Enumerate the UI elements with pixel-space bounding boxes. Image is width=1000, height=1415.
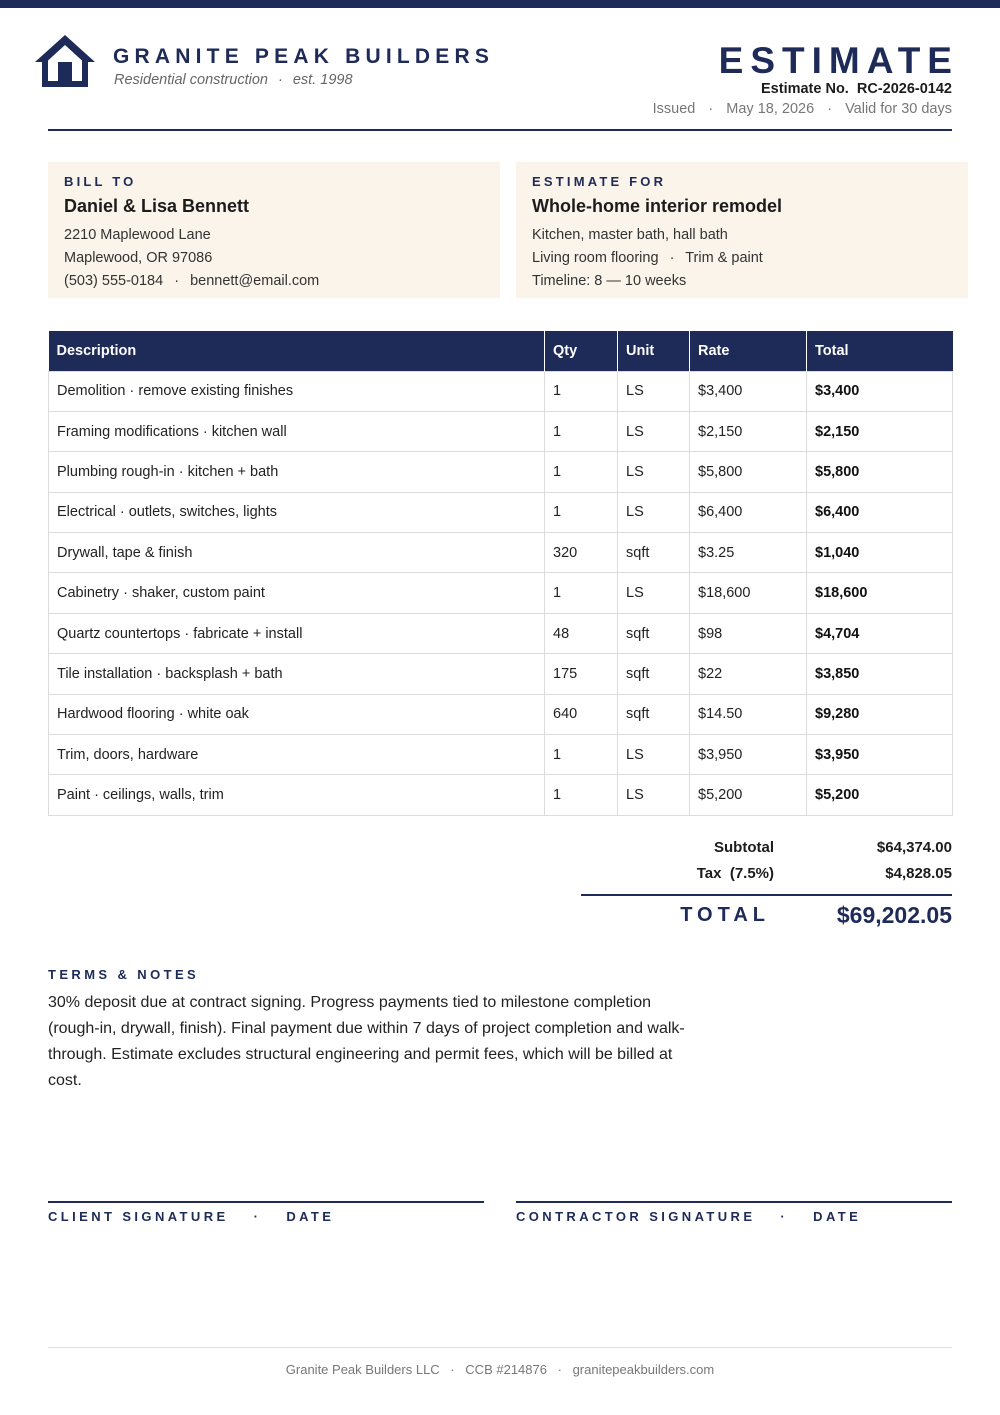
cell-qty: 1 [545,492,618,532]
cell-total: $5,200 [807,775,953,815]
cell-description: Paint · ceilings, walls, trim [49,775,545,815]
cell-unit: sqft [618,613,690,653]
cell-unit: LS [618,452,690,492]
footer-divider [48,1347,952,1348]
cell-qty: 1 [545,775,618,815]
cell-description: Hardwood flooring · white oak [49,694,545,734]
contractor-signature-text: CONTRACTOR SIGNATURE [516,1209,756,1224]
separator-dot: · [780,1209,789,1224]
client-phone: (503) 555-0184 [64,273,164,289]
grand-total-label: TOTAL [680,904,770,926]
client-address-line2: Maplewood, OR 97086 [64,250,213,266]
cell-total: $6,400 [807,492,953,532]
header-total: Total [807,331,953,371]
total-divider [581,894,952,896]
cell-rate: $2,150 [690,411,807,451]
cell-rate: $6,400 [690,492,807,532]
table-header-row [49,331,953,371]
cell-qty: 1 [545,371,618,411]
terms-text: 30% deposit due at contract signing. Progress payments tied to milestone completion (rough-in, drywall, finish). Final payment due within 7 days of project completion and walk-through. Estimate excludes structural engineering and permit fees, which will be billed at cost. [48,994,685,1089]
house-icon [33,32,97,90]
table-row [49,533,953,573]
cell-total: $3,950 [807,735,953,775]
terms-label: TERMS & NOTES [48,967,200,982]
table-row [49,775,953,815]
cell-unit: LS [618,492,690,532]
cell-qty: 175 [545,654,618,694]
cell-qty: 1 [545,452,618,492]
cell-qty: 1 [545,411,618,451]
grand-total-value: $69,202.05 [836,902,952,928]
cell-unit: sqft [618,533,690,573]
separator-dot: · [253,1209,262,1224]
document-title: ESTIMATE [718,40,959,81]
validity: Valid for 30 days [845,101,952,117]
cell-qty: 1 [545,573,618,613]
cell-unit: LS [618,371,690,411]
cell-qty: 48 [545,613,618,653]
cell-rate: $3.25 [690,533,807,573]
cell-description: Electrical · outlets, switches, lights [49,492,545,532]
footer [0,1362,1000,1377]
footer-website: granitepeakbuilders.com [572,1362,715,1377]
tagline-text: Residential construction [114,72,268,88]
separator-dot: · [277,72,283,88]
client-name: Daniel & Lisa Bennett [64,196,250,216]
separator-dot: · [708,101,714,117]
cell-rate: $5,800 [690,452,807,492]
cell-description: Plumbing rough-in · kitchen + bath [49,452,545,492]
cell-rate: $98 [690,613,807,653]
cell-total: $9,280 [807,694,953,734]
separator-dot: · [450,1362,455,1377]
cell-description: Demolition · remove existing finishes [49,371,545,411]
cell-description: Quartz countertops · fabricate + install [49,613,545,653]
cell-unit: LS [618,735,690,775]
table-row [49,411,953,451]
issued-label: Issued [652,101,696,117]
separator-dot: · [669,250,675,266]
project-scope-line1: Kitchen, master bath, hall bath [532,227,728,243]
estimate-number-value: RC-2026-0142 [856,81,952,97]
issued-line [653,101,952,117]
table-row [49,654,953,694]
contractor-signature-line [516,1201,952,1203]
cell-qty: 320 [545,533,618,573]
top-accent-bar [0,0,1000,8]
cell-description: Cabinetry · shaker, custom paint [49,573,545,613]
scope-item: Trim & paint [685,250,763,266]
cell-rate: $14.50 [690,694,807,734]
cell-total: $4,704 [807,613,953,653]
cell-total: $1,040 [807,533,953,573]
cell-qty: 640 [545,694,618,734]
cell-unit: LS [618,775,690,815]
company-tagline [114,72,353,88]
table-row [49,613,953,653]
client-signature-line [48,1201,484,1203]
header-rate: Rate [690,331,807,371]
contractor-signature-label [516,1209,861,1224]
cell-unit: LS [618,411,690,451]
cell-rate: $3,400 [690,371,807,411]
cell-rate: $22 [690,654,807,694]
header-divider [48,129,952,131]
table-row [49,492,953,532]
estimate-for-label: ESTIMATE FOR [532,174,667,189]
cell-description: Framing modifications · kitchen wall [49,411,545,451]
estimate-number [761,81,952,97]
client-date-label: DATE [286,1209,335,1224]
bill-to-box [48,162,500,298]
footer-license: CCB #214876 [465,1362,547,1377]
cell-total: $18,600 [807,573,953,613]
client-address-line1: 2210 Maplewood Lane [64,227,211,243]
tax-label: Tax (7.5%) [696,865,774,882]
header-description: Description [49,331,545,371]
client-contact [64,270,484,293]
cell-total: $3,850 [807,654,953,694]
tax-value: $4,828.05 [885,865,952,882]
header-qty: Qty [545,331,618,371]
bill-to-label: BILL TO [64,174,137,189]
table-row [49,694,953,734]
table-row [49,735,953,775]
table-row [49,371,953,411]
estimate-for-box [516,162,968,298]
cell-qty: 1 [545,735,618,775]
cell-total: $2,150 [807,411,953,451]
line-items-table [48,331,953,816]
client-signature-text: CLIENT SIGNATURE [48,1209,229,1224]
contractor-date-label: DATE [813,1209,862,1224]
cell-description: Tile installation · backsplash + bath [49,654,545,694]
table-row [49,452,953,492]
cell-rate: $18,600 [690,573,807,613]
scope-item: Living room flooring [532,250,659,266]
separator-dot: · [827,101,833,117]
cell-rate: $3,950 [690,735,807,775]
cell-description: Trim, doors, hardware [49,735,545,775]
project-title: Whole-home interior remodel [532,196,783,216]
cell-description: Drywall, tape & finish [49,533,545,573]
client-signature-label [48,1209,334,1224]
cell-unit: sqft [618,654,690,694]
estimate-number-label: Estimate No. [761,81,849,97]
separator-dot: · [174,273,180,289]
header-unit: Unit [618,331,690,371]
established-year: est. 1998 [292,72,353,88]
issued-date: May 18, 2026 [726,101,815,117]
client-email: bennett@email.com [190,273,320,289]
cell-total: $5,800 [807,452,953,492]
cell-rate: $5,200 [690,775,807,815]
separator-dot: · [557,1362,562,1377]
table-row [49,573,953,613]
subtotal-label: Subtotal [714,839,774,856]
cell-total: $3,400 [807,371,953,411]
subtotal-value: $64,374.00 [876,839,952,856]
project-scope-line2 [532,247,952,270]
project-timeline: Timeline: 8 — 10 weeks [532,273,687,289]
footer-company: Granite Peak Builders LLC [285,1362,440,1377]
cell-unit: sqft [618,694,690,734]
company-name: GRANITE PEAK BUILDERS [113,45,495,68]
cell-unit: LS [618,573,690,613]
